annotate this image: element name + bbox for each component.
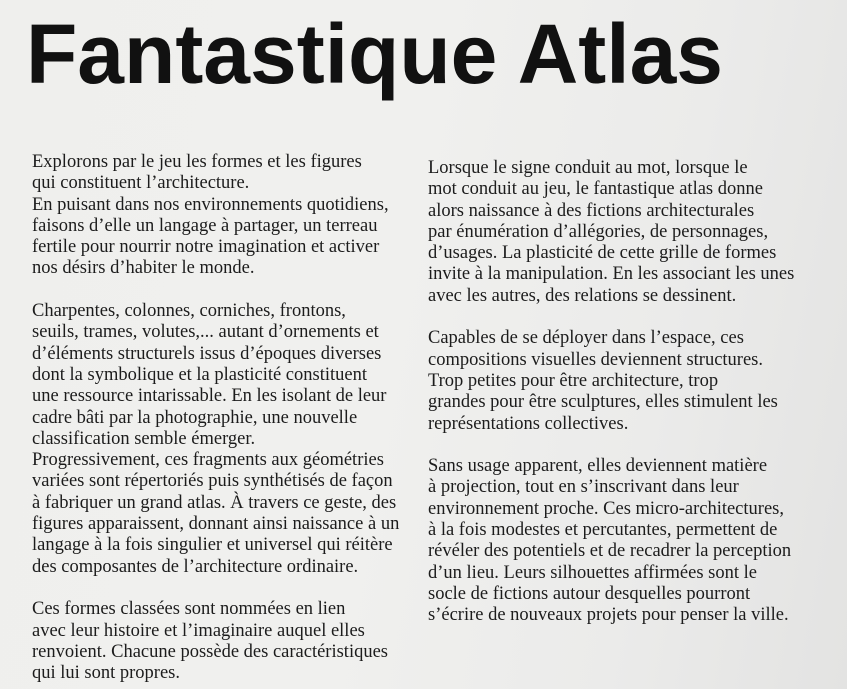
text-line: renvoient. Chacune possède des caractéristiques — [32, 641, 388, 662]
text-line: Progressivement, ces fragments aux géométries — [32, 450, 384, 471]
paragraph-spacer — [428, 435, 818, 456]
text-line: d’éléments structurels issus d’époques diverses — [32, 343, 382, 364]
text-line: figures apparaissent, donnant ainsi naissance à un — [32, 514, 400, 535]
text-line: socle de fictions autour desquelles pourront — [428, 583, 751, 604]
paragraph-spacer — [428, 307, 818, 328]
text-line: qui lui sont propres. — [32, 663, 180, 684]
text-line: avec les autres, des relations se dessinent. — [428, 285, 737, 306]
text-line: avec leur histoire et l’imaginaire auquel elles — [32, 620, 365, 641]
page-title: Fantastique Atlas — [26, 7, 724, 101]
text-line: qui constituent l’architecture. — [32, 173, 250, 194]
paragraph-spacer — [32, 578, 412, 599]
text-line: fertile pour nourrir notre imagination et activer — [32, 237, 380, 258]
text-line: seuils, trames, volutes,... autant d’ornements et — [32, 322, 379, 343]
text-column-left — [32, 152, 412, 684]
text-line: Explorons par le jeu les formes et les figures — [32, 152, 362, 172]
text-line: variées sont répertoriés puis synthétisés de façon — [32, 471, 393, 492]
paragraph — [428, 456, 818, 626]
paragraph — [428, 328, 818, 434]
text-line: classification semble émerger. — [32, 428, 256, 449]
text-line: nos désirs d’habiter le monde. — [32, 258, 255, 279]
text-line: des composantes de l’architecture ordinaire. — [32, 556, 359, 577]
text-line: En puisant dans nos environnements quotidiens, — [32, 194, 389, 215]
text-line: Trop petites pour être architecture, trop — [428, 370, 719, 391]
text-line: environnement proche. Ces micro-architectures, — [428, 498, 784, 519]
text-line: Ces formes classées sont nommées en lien — [32, 599, 346, 620]
text-line: Capables de se déployer dans l’espace, ces — [428, 328, 744, 349]
text-line: révéler des potentiels et de recadrer la perception — [428, 541, 792, 562]
text-line: alors naissance à des fictions architecturales — [428, 200, 755, 221]
text-line: représentations collectives. — [428, 413, 629, 434]
paragraph-spacer — [32, 280, 412, 301]
paragraph — [428, 158, 818, 307]
paragraph — [32, 301, 412, 578]
text-line: grandes pour être sculptures, elles stimulent les — [428, 392, 778, 413]
text-line: s’écrire de nouveaux projets pour penser la ville. — [428, 605, 789, 626]
text-line: Sans usage apparent, elles deviennent matière — [428, 456, 768, 477]
text-line: invite à la manipulation. En les associant les unes — [428, 264, 795, 285]
text-line: Lorsque le signe conduit au mot, lorsque le — [428, 158, 748, 178]
text-line: dont la symbolique et la plasticité constituent — [32, 364, 367, 385]
text-line: à la fois modestes et percutantes, permettent de — [428, 520, 778, 541]
text-column-right — [428, 158, 818, 627]
paragraph — [32, 599, 412, 684]
text-line: d’un lieu. Leurs silhouettes affirmées sont le — [428, 562, 757, 583]
text-line: cadre bâti par la photographie, une nouvelle — [32, 407, 358, 428]
text-line: mot conduit au jeu, le fantastique atlas donne — [428, 179, 763, 200]
text-line: à projection, tout en s’inscrivant dans leur — [428, 477, 739, 498]
paragraph — [32, 152, 412, 280]
text-line: Charpentes, colonnes, corniches, frontons, — [32, 301, 346, 322]
text-line: compositions visuelles deviennent structures. — [428, 349, 763, 370]
text-line: faisons d’elle un langage à partager, un terreau — [32, 215, 378, 236]
text-line: à fabriquer un grand atlas. À travers ce geste, des — [32, 492, 397, 513]
text-line: d’usages. La plasticité de cette grille de formes — [428, 243, 777, 264]
text-line: par énumération d’allégories, de personnages, — [428, 221, 769, 242]
text-line: langage à la fois singulier et universel qui réitère — [32, 535, 393, 556]
text-line: une ressource intarissable. En les isolant de leur — [32, 386, 387, 407]
